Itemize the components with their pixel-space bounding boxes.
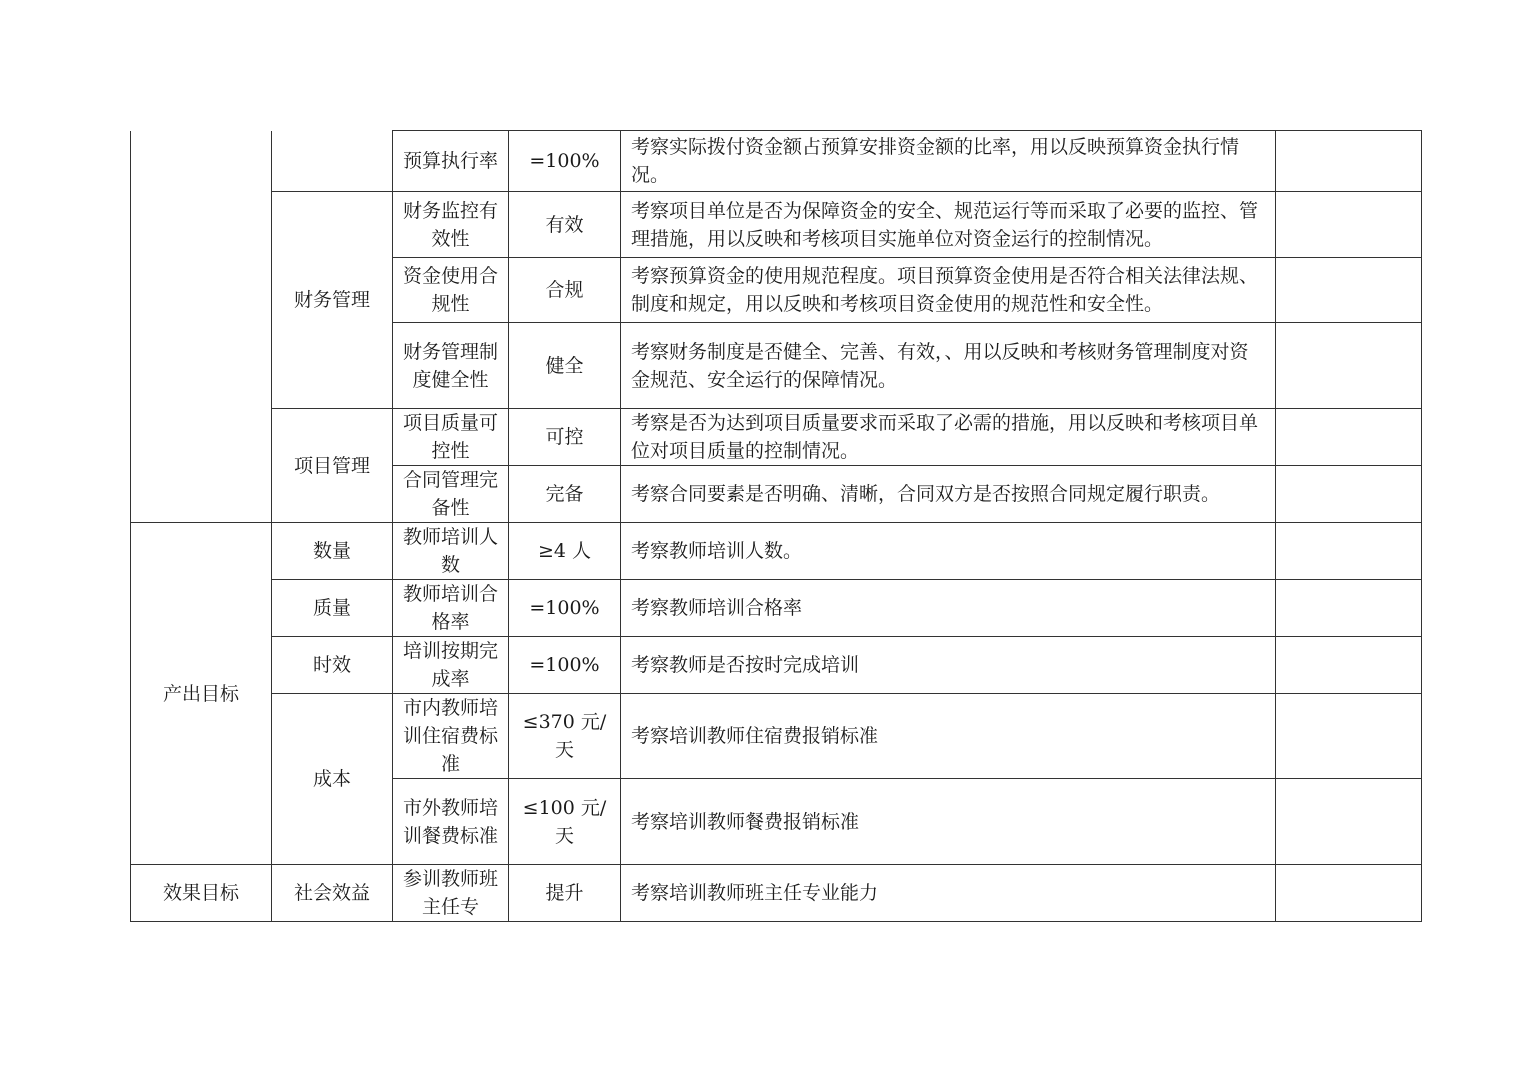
level3-cell: 合同管理完备性 [393,466,509,523]
target-cell: 可控 [509,409,621,466]
level2-cell [272,131,393,192]
remark-cell [1276,637,1422,694]
table-row [131,637,1422,694]
table-row [131,131,1422,192]
target-cell: 提升 [509,865,621,922]
level3-cell: 教师培训人数 [393,523,509,580]
target-cell: =100% [509,131,621,192]
table-row [131,865,1422,922]
description-cell: 考察财务制度是否健全、完善、有效，、用以反映和考核财务管理制度对资金规范、安全运行的保障情况。 [621,323,1276,409]
performance-indicator-table [130,130,1422,922]
remark-cell [1276,865,1422,922]
level2-cell: 财务管理 [272,192,393,409]
remark-cell [1276,694,1422,779]
level3-cell [393,865,509,922]
level2-cell: 时效 [272,637,393,694]
level3-text: 参训教师班主任专 [402,868,498,918]
target-cell: 有效 [509,192,621,258]
target-cell: =100% [509,637,621,694]
level1-cell: 产出目标 [131,523,272,865]
level1-cell [131,131,272,523]
level2-cell: 成本 [272,694,393,865]
target-cell: =100% [509,580,621,637]
level3-cell: 培训按期完成率 [393,637,509,694]
level2-cell: 社会效益 [272,865,393,922]
target-cell: ≤100 元/天 [509,779,621,865]
description-cell: 考察教师培训合格率 [621,580,1276,637]
table-row [131,409,1422,466]
remark-cell [1276,779,1422,865]
target-cell: 完备 [509,466,621,523]
description-cell: 考察培训教师班主任专业能力 [621,865,1276,922]
level3-cell: 预算执行率 [393,131,509,192]
level1-cell: 效果目标 [131,865,272,922]
description-cell: 考察实际拨付资金额占预算安排资金额的比率，用以反映预算资金执行情况。 [621,131,1276,192]
level2-cell: 数量 [272,523,393,580]
description-cell: 考察预算资金的使用规范程度。项目预算资金使用是否符合相关法律法规、制度和规定，用以反映和考核项目资金使用的规范性和安全性。 [621,258,1276,323]
table-row [131,523,1422,580]
remark-cell [1276,466,1422,523]
remark-cell [1276,192,1422,258]
table-row [131,694,1422,779]
remark-cell [1276,523,1422,580]
level3-cell: 市内教师培训住宿费标准 [393,694,509,779]
description-cell: 考察项目单位是否为保障资金的安全、规范运行等而采取了必要的监控、管理措施，用以反映和考核项目实施单位对资金运行的控制情况。 [621,192,1276,258]
description-cell: 考察培训教师住宿费报销标准 [621,694,1276,779]
remark-cell [1276,409,1422,466]
level3-cell: 资金使用合规性 [393,258,509,323]
remark-cell [1276,131,1422,192]
target-cell: ≥4 人 [509,523,621,580]
description-cell: 考察合同要素是否明确、清晰，合同双方是否按照合同规定履行职责。 [621,466,1276,523]
target-cell: 合规 [509,258,621,323]
level3-cell: 教师培训合格率 [393,580,509,637]
level3-cell: 项目质量可控性 [393,409,509,466]
description-cell: 考察培训教师餐费报销标准 [621,779,1276,865]
remark-cell [1276,258,1422,323]
remark-cell [1276,323,1422,409]
description-cell: 考察教师是否按时完成培训 [621,637,1276,694]
level2-cell: 项目管理 [272,409,393,523]
description-cell: 考察教师培训人数。 [621,523,1276,580]
table-row [131,580,1422,637]
target-cell: 健全 [509,323,621,409]
target-cell: ≤370 元/天 [509,694,621,779]
level2-cell: 质量 [272,580,393,637]
remark-cell [1276,580,1422,637]
description-cell: 考察是否为达到项目质量要求而采取了必需的措施，用以反映和考核项目单位对项目质量的控制情况。 [621,409,1276,466]
level3-cell: 财务监控有效性 [393,192,509,258]
level3-cell: 财务管理制度健全性 [393,323,509,409]
level3-cell: 市外教师培训餐费标准 [393,779,509,865]
table-row [131,192,1422,258]
